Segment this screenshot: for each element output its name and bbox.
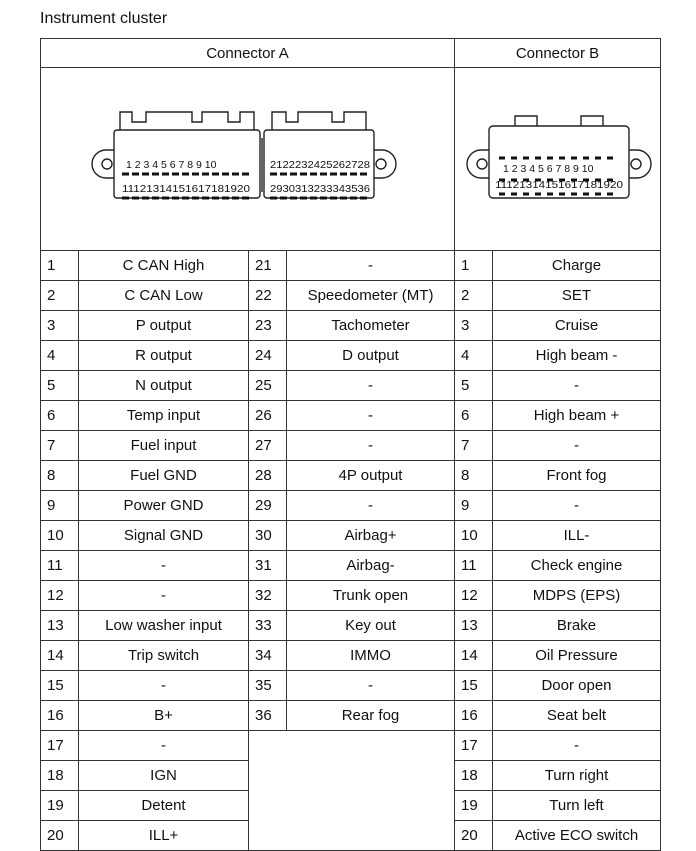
connector-a-pins-21-28: 2122232425262728	[269, 159, 370, 171]
pin-signal: Active ECO switch	[493, 821, 661, 851]
pin-signal: -	[287, 371, 455, 401]
pin-signal: 4P output	[287, 461, 455, 491]
pin-number: 6	[41, 401, 79, 431]
pin-signal: R output	[79, 341, 249, 371]
empty-cell	[249, 761, 455, 791]
pin-signal: Check engine	[493, 551, 661, 581]
pin-signal: Speedometer (MT)	[287, 281, 455, 311]
connector-a-header: Connector A	[41, 39, 455, 68]
pin-number: 2	[455, 281, 493, 311]
connector-b-illustration	[455, 68, 661, 246]
pin-signal: ILL+	[79, 821, 249, 851]
pin-number: 25	[249, 371, 287, 401]
pin-number: 19	[41, 791, 79, 821]
pin-signal: Rear fog	[287, 701, 455, 731]
pin-signal: Airbag-	[287, 551, 455, 581]
table-row	[41, 341, 661, 371]
pin-number: 27	[249, 431, 287, 461]
pin-number: 20	[41, 821, 79, 851]
pin-signal: Detent	[79, 791, 249, 821]
pin-number: 14	[455, 641, 493, 671]
pin-signal: -	[287, 251, 455, 281]
pin-number: 34	[249, 641, 287, 671]
table-row	[41, 521, 661, 551]
pin-number: 8	[41, 461, 79, 491]
table-row	[41, 251, 661, 281]
table-row	[41, 641, 661, 671]
table-row	[41, 701, 661, 731]
pin-signal: Airbag+	[287, 521, 455, 551]
pin-signal: C CAN High	[79, 251, 249, 281]
pin-number: 35	[249, 671, 287, 701]
table-row	[41, 821, 661, 851]
pin-number: 7	[455, 431, 493, 461]
pin-signal: Tachometer	[287, 311, 455, 341]
pin-number: 16	[41, 701, 79, 731]
pin-signal: Trunk open	[287, 581, 455, 611]
pin-signal: Seat belt	[493, 701, 661, 731]
empty-cell	[249, 821, 455, 851]
pin-signal: Brake	[493, 611, 661, 641]
pin-signal: High beam +	[493, 401, 661, 431]
pin-number: 33	[249, 611, 287, 641]
table-row	[41, 311, 661, 341]
pin-signal: Turn right	[493, 761, 661, 791]
pin-number: 26	[249, 401, 287, 431]
pin-signal: IMMO	[287, 641, 455, 671]
table-row	[41, 611, 661, 641]
pin-number: 8	[455, 461, 493, 491]
pin-signal: B+	[79, 701, 249, 731]
table-row	[41, 671, 661, 701]
pin-signal: -	[287, 431, 455, 461]
table-row	[41, 731, 661, 761]
pin-number: 32	[249, 581, 287, 611]
connector-a-pins-1-10: 1 2 3 4 5 6 7 8 9 10	[125, 159, 216, 171]
pin-number: 13	[455, 611, 493, 641]
pin-number: 19	[455, 791, 493, 821]
pin-signal: Power GND	[79, 491, 249, 521]
pin-number: 4	[455, 341, 493, 371]
pin-number: 29	[249, 491, 287, 521]
pin-number: 1	[455, 251, 493, 281]
pin-number: 10	[41, 521, 79, 551]
pin-number: 3	[455, 311, 493, 341]
pin-signal: -	[493, 731, 661, 761]
pin-number: 36	[249, 701, 287, 731]
pin-signal: Oil Pressure	[493, 641, 661, 671]
pin-number: 16	[455, 701, 493, 731]
pin-signal: Front fog	[493, 461, 661, 491]
pin-table	[40, 38, 661, 851]
pin-number: 24	[249, 341, 287, 371]
pin-signal: Fuel input	[79, 431, 249, 461]
pin-signal: IGN	[79, 761, 249, 791]
pin-number: 22	[249, 281, 287, 311]
pin-number: 30	[249, 521, 287, 551]
pin-number: 3	[41, 311, 79, 341]
connector-a-illustration	[42, 68, 454, 246]
pin-signal: Fuel GND	[79, 461, 249, 491]
pin-number: 11	[455, 551, 493, 581]
pin-signal: -	[79, 671, 249, 701]
pin-signal: Trip switch	[79, 641, 249, 671]
pin-signal: -	[79, 581, 249, 611]
table-row	[41, 461, 661, 491]
pin-signal: -	[287, 671, 455, 701]
table-row	[41, 791, 661, 821]
pin-signal: Charge	[493, 251, 661, 281]
table-row	[41, 761, 661, 791]
pin-signal: Door open	[493, 671, 661, 701]
table-row	[41, 281, 661, 311]
table-row	[41, 431, 661, 461]
pin-number: 28	[249, 461, 287, 491]
pin-number: 6	[455, 401, 493, 431]
connector-b-pins-11-20: 11121314151617181920	[495, 179, 624, 191]
connector-b-pins-1-10: 1 2 3 4 5 6 7 8 9 10	[503, 163, 594, 175]
pin-signal: -	[287, 491, 455, 521]
pin-signal: -	[493, 491, 661, 521]
pin-number: 15	[41, 671, 79, 701]
pin-number: 7	[41, 431, 79, 461]
connector-a-pins-11-20: 11121314151617181920	[121, 183, 250, 195]
pin-signal: P output	[79, 311, 249, 341]
pin-number: 20	[455, 821, 493, 851]
connector-a-pins-29-36: 2930313233343536	[269, 183, 370, 195]
pin-number: 12	[41, 581, 79, 611]
pin-signal: High beam -	[493, 341, 661, 371]
pin-number: 4	[41, 341, 79, 371]
table-row	[41, 551, 661, 581]
pin-signal: -	[493, 371, 661, 401]
pin-signal: SET	[493, 281, 661, 311]
pin-number: 9	[455, 491, 493, 521]
empty-cell	[249, 731, 455, 761]
pin-signal: Turn left	[493, 791, 661, 821]
pin-number: 18	[41, 761, 79, 791]
pin-number: 11	[41, 551, 79, 581]
pin-signal: -	[493, 431, 661, 461]
table-row	[41, 581, 661, 611]
pin-number: 17	[41, 731, 79, 761]
table-row	[41, 401, 661, 431]
pin-signal: -	[79, 551, 249, 581]
pin-signal: -	[287, 401, 455, 431]
pin-number: 17	[455, 731, 493, 761]
pin-number: 5	[455, 371, 493, 401]
pin-signal: Temp input	[79, 401, 249, 431]
pin-number: 10	[455, 521, 493, 551]
pin-number: 2	[41, 281, 79, 311]
pin-number: 9	[41, 491, 79, 521]
empty-cell	[249, 791, 455, 821]
pin-number: 18	[455, 761, 493, 791]
pin-number: 15	[455, 671, 493, 701]
pin-signal: ILL-	[493, 521, 661, 551]
pin-signal: -	[79, 731, 249, 761]
pin-signal: Low washer input	[79, 611, 249, 641]
connector-b-diagram	[455, 68, 661, 251]
pin-number: 1	[41, 251, 79, 281]
pin-signal: MDPS (EPS)	[493, 581, 661, 611]
pin-signal: Cruise	[493, 311, 661, 341]
pin-number: 14	[41, 641, 79, 671]
pin-number: 13	[41, 611, 79, 641]
pin-number: 23	[249, 311, 287, 341]
pin-signal: Key out	[287, 611, 455, 641]
pin-signal: Signal GND	[79, 521, 249, 551]
pin-number: 12	[455, 581, 493, 611]
table-row	[41, 371, 661, 401]
connector-b-header: Connector B	[455, 39, 661, 68]
pin-number: 31	[249, 551, 287, 581]
pin-signal: N output	[79, 371, 249, 401]
pin-number: 5	[41, 371, 79, 401]
connector-a-diagram	[41, 68, 455, 251]
table-row	[41, 491, 661, 521]
pin-number: 21	[249, 251, 287, 281]
page-title: Instrument cluster	[40, 10, 168, 27]
pin-signal: C CAN Low	[79, 281, 249, 311]
pin-signal: D output	[287, 341, 455, 371]
